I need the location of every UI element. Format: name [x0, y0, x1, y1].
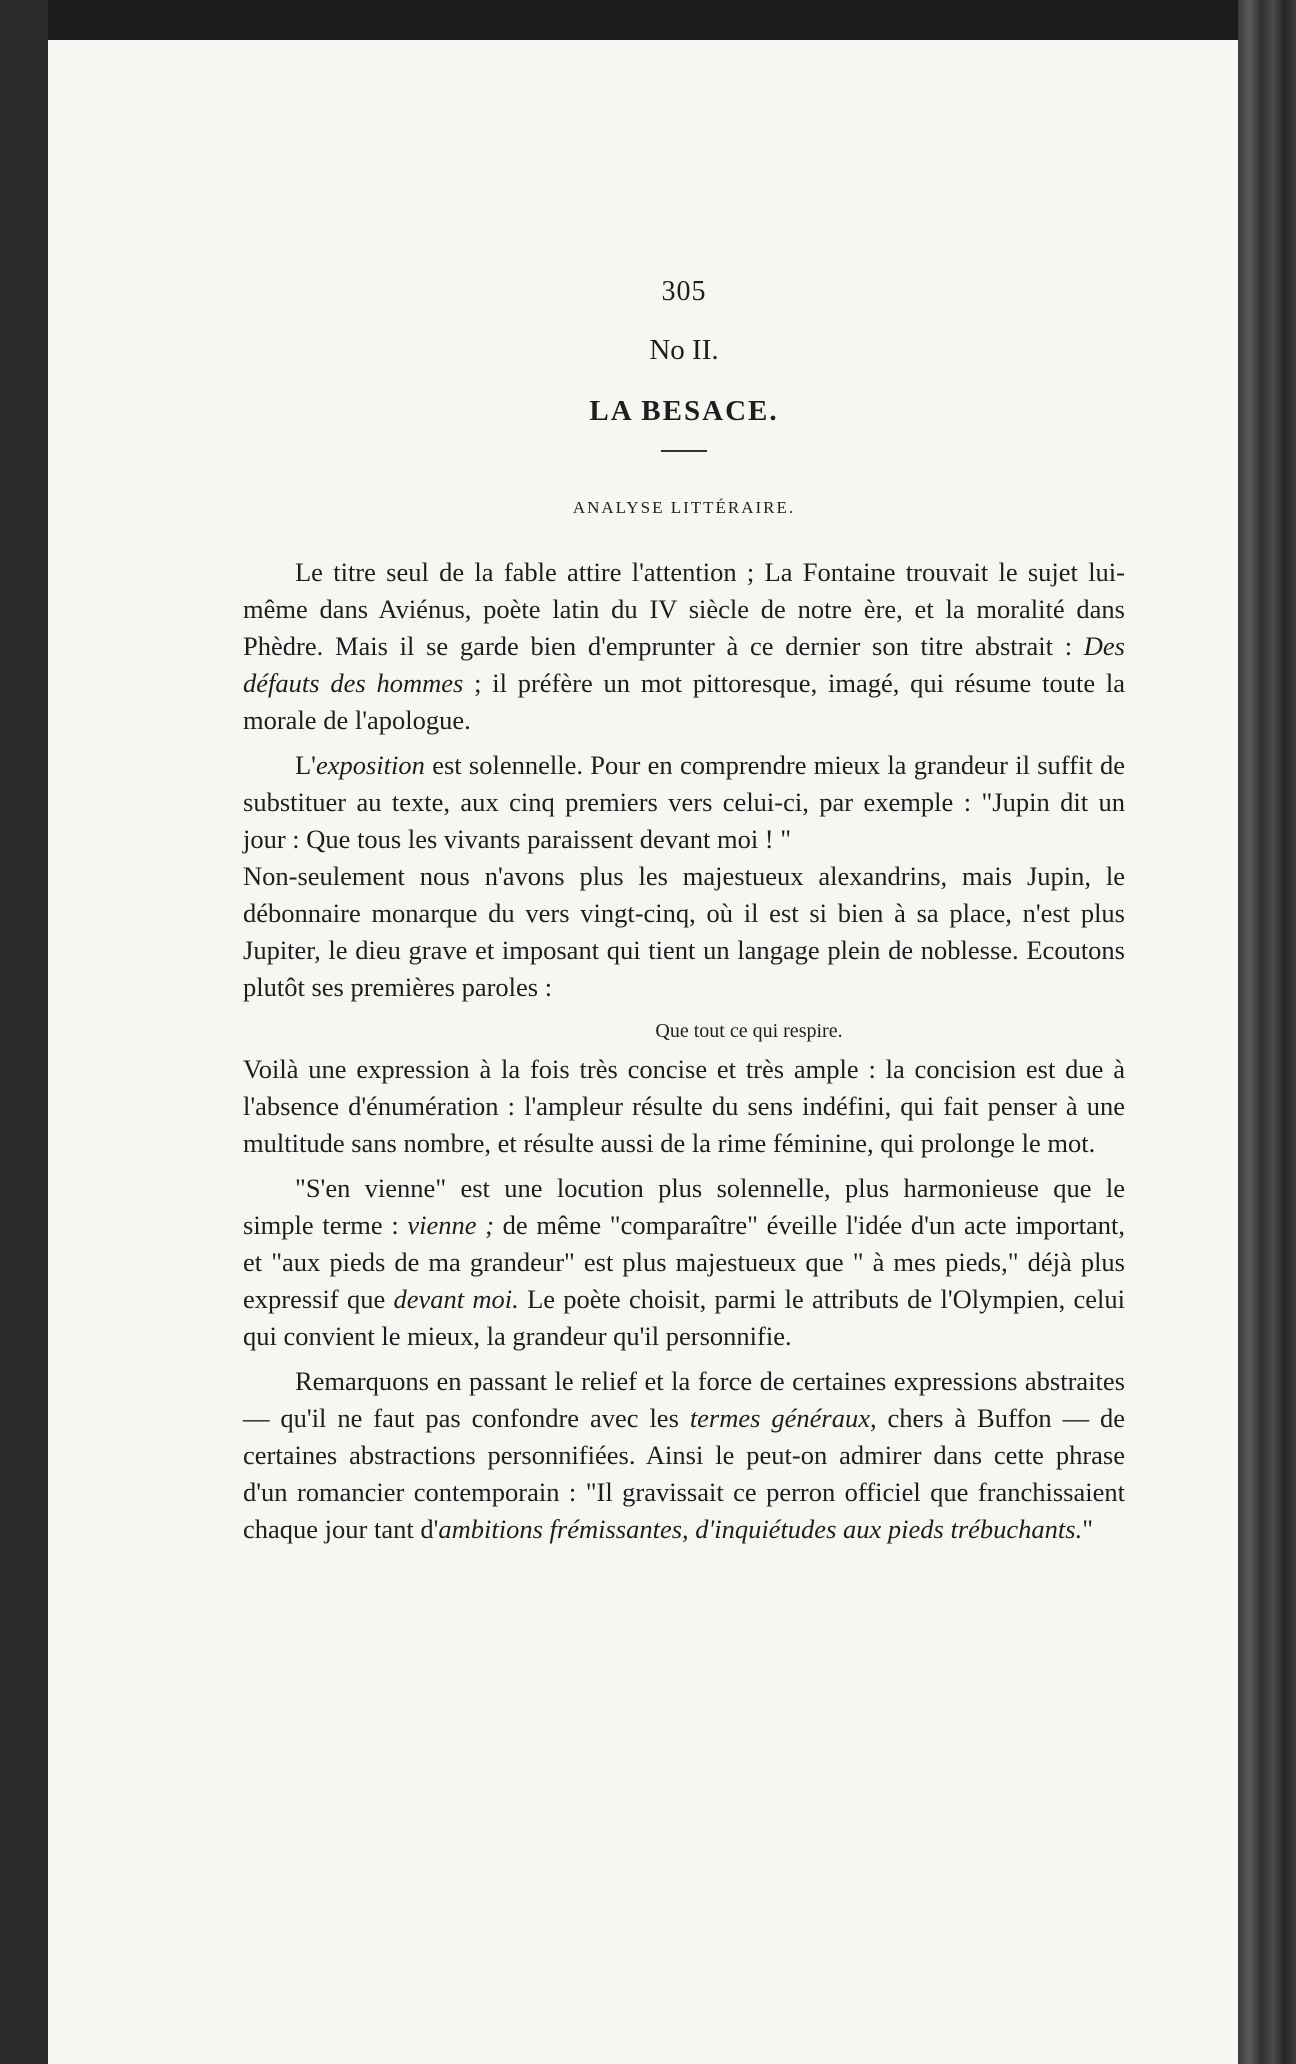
paragraph-2 [243, 747, 1125, 858]
title-separator [661, 450, 707, 452]
p6-text-c: , chers à Buffon — de certaines abstractions personnifiées. Ainsi le peut-on admirer dans cette phrase d'un romancier contemporain : "Il gravissait ce perron officiel que franchissaient chaque jour tant d' [243, 1403, 1125, 1544]
fable-title: LA BESACE. [589, 395, 779, 427]
p5-text-a: "S'en vienne" est une locution plus solennelle, plus harmonieuse que le simple terme : [243, 1173, 1125, 1240]
p6-text-e: " [1082, 1514, 1094, 1544]
p6-text-a: Remarquons en passant le relief et la force de certaines expressions abstraites — qu'il ne faut pas confondre avec les [243, 1366, 1125, 1433]
book-spine-edge [1238, 0, 1296, 2064]
paragraph-1 [243, 554, 1125, 739]
scan-left-edge [0, 0, 48, 2064]
p1-text-a: Le titre seul de la fable attire l'attention ; La Fontaine trouvait le sujet lui-même dans Aviénus, poète latin du IV siècle de notre ère, et la moralité dans Phèdre. Mais il se garde bien d'emprunter à ce dernier son titre abstrait : [243, 557, 1125, 661]
p1-italic-title: Des défauts des hommes [243, 631, 1125, 698]
p5-italic-vienne: vienne ; [407, 1210, 494, 1240]
paragraph-3: Non-seulement nous n'avons plus les majestueux alexandrins, mais Jupin, le débonnaire monarque du vers vingt-cinq, où il est si bien à sa place, n'est plus Jupiter, le dieu grave et imposant qui tient un langage plein de noblesse. Ecoutons plutôt ses premières paroles : [243, 861, 1125, 1002]
p6-italic-termes: termes généraux [689, 1403, 870, 1433]
p5-text-c: de même "comparaître" éveille l'idée d'un acte important, et "aux pieds de ma grandeur" est plus majestueux que " à mes pieds," déjà plus expressif que [243, 1210, 1125, 1314]
section-number: No II. [649, 334, 719, 366]
verse-quote: Que tout ce qui respire. [655, 1020, 843, 1042]
p5-text-e: Le poète choisit, parmi le attributs de l'Olympien, celui qui convient le mieux, la grandeur qu'il personnifie. [243, 1284, 1125, 1351]
p6-italic-ambitions: ambitions frémissantes, d'inquiétudes aux pieds trébuchants. [438, 1514, 1083, 1544]
paragraph-4: Voilà une expression à la fois très concise et très ample : la concision est due à l'absence d'énumération : l'ampleur résulte du sens indéfini, qui fait penser à une multitude sans nombre, et résulte aussi de la rime féminine, qui prolonge le mot. [243, 1054, 1125, 1158]
p2-text-a: L' [295, 750, 316, 780]
paragraph-5 [243, 1170, 1125, 1355]
p5-italic-devant-moi: devant moi. [393, 1284, 519, 1314]
scan-top-edge [0, 0, 1296, 40]
page-content [243, 276, 1125, 1548]
page-number: 305 [661, 276, 707, 307]
p2-text-c: est solennelle. Pour en comprendre mieux la grandeur il suffit de substituer au texte, aux cinq premiers vers celui-ci, par exemple : "Jupin dit un jour : Que tous les vivants paraissent devant moi ! " [243, 750, 1125, 854]
p2-italic-exposition: exposition [315, 750, 425, 780]
paragraph-6 [243, 1363, 1125, 1548]
section-heading: ANALYSE LITTÉRAIRE. [572, 498, 796, 517]
book-page [48, 40, 1238, 2064]
p1-text-c: ; il préfère un mot pittoresque, imagé, qui résume toute la morale de l'apologue. [243, 668, 1125, 735]
